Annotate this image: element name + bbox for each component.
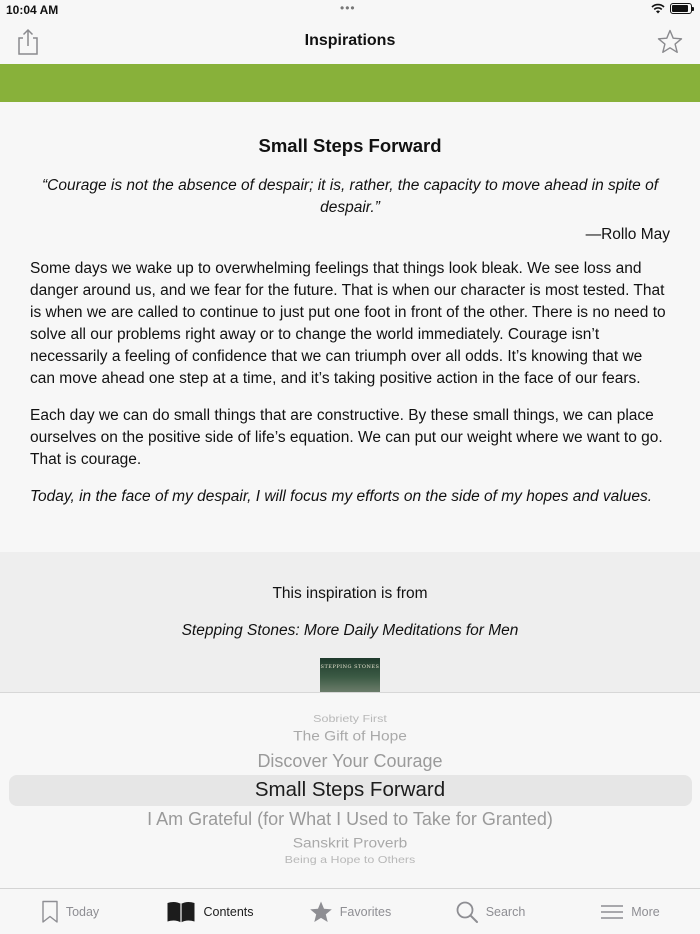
navigation-bar — [0, 20, 700, 64]
quote: “Courage is not the absence of despair; it is, rather, the capacity to move ahead in spite of despair.” — [41, 177, 659, 216]
tab-favorites[interactable] — [280, 889, 420, 934]
picker-row[interactable]: Sanskrit Proverb — [292, 835, 408, 852]
tab-search[interactable] — [420, 889, 560, 934]
tab-today[interactable] — [0, 889, 140, 934]
picker-row[interactable]: The Gift of Hope — [293, 728, 407, 745]
tab-contents[interactable] — [140, 889, 280, 934]
quote-author: —Rollo May — [585, 226, 670, 243]
accent-band — [0, 64, 700, 102]
star-icon — [309, 900, 333, 924]
page-title: Inspirations — [304, 32, 396, 49]
picker-row[interactable]: Sobriety First — [313, 713, 387, 725]
battery-icon — [670, 3, 692, 14]
article — [0, 102, 700, 552]
status-icons — [651, 3, 692, 14]
tab-label: Contents — [203, 904, 254, 919]
menu-icon — [600, 904, 624, 920]
book-cover-image[interactable] — [320, 658, 380, 692]
source-book-title[interactable]: Stepping Stones: More Daily Meditations for Men — [181, 622, 519, 639]
tab-more[interactable] — [560, 889, 700, 934]
star-outline-icon — [656, 28, 684, 56]
bookmark-icon — [41, 900, 59, 924]
tab-label: More — [631, 904, 660, 919]
article-paragraph: Some days we wake up to overwhelming feelings that things look bleak. We see loss and danger around us, and we fear for the future. That is when our character is most tested. That is when we are called to continue to just put one foot in front of the other. There is no need to solve all our problems right away or to change the world immediately. Courage isn’t necessarily a feeling of confidence that we can triumph over all odds. It’s knowing that we can move ahead one step at a time, and it’s taking positive action in the face of our fears. — [30, 260, 666, 387]
search-icon — [455, 900, 479, 924]
tab-label: Favorites — [339, 904, 392, 919]
picker-row[interactable]: I Am Grateful (for What I Used to Take for Granted) — [147, 809, 553, 829]
contents-picker[interactable] — [0, 692, 700, 888]
picker-row[interactable]: Being a Hope to Others — [284, 854, 416, 866]
status-bar — [0, 0, 700, 20]
book-icon — [166, 900, 196, 924]
status-time: 10:04 AM — [6, 3, 59, 17]
favorite-button[interactable] — [656, 28, 684, 56]
multitask-dots[interactable]: ••• — [340, 1, 356, 15]
source-section — [0, 552, 700, 692]
picker-row-selected[interactable]: Small Steps Forward — [254, 778, 446, 801]
tab-label: Search — [485, 904, 526, 919]
source-label: This inspiration is from — [272, 585, 428, 602]
picker-row[interactable]: Discover Your Courage — [257, 751, 443, 771]
tab-label: Today — [65, 904, 100, 919]
wifi-icon — [651, 3, 665, 14]
book-cover-text: STEPPING STONES — [320, 664, 380, 670]
affirmation: Today, in the face of my despair, I will focus my efforts on the side of my hopes and values. — [30, 488, 653, 505]
article-paragraph: Each day we can do small things that are constructive. By these small things, we can place ourselves on the positive side of life’s equation. We can put our weight where we want to go. That is courage. — [30, 407, 663, 468]
article-title: Small Steps Forward — [258, 135, 442, 156]
tab-bar — [0, 888, 700, 934]
